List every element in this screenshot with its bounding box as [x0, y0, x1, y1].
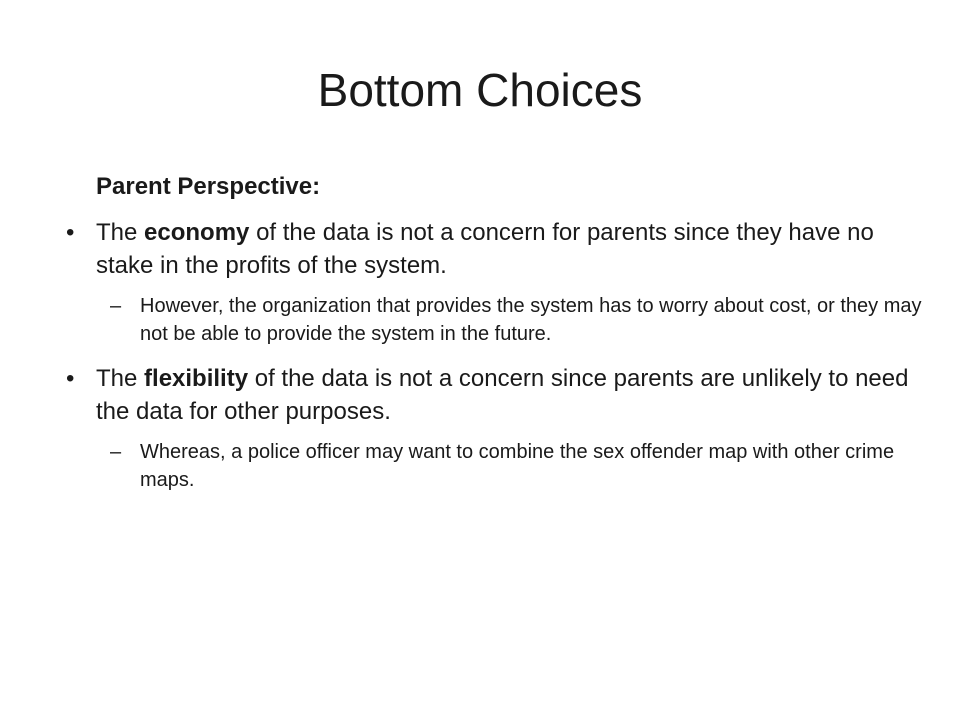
- slide-content: [66, 172, 926, 494]
- dash-marker: –: [110, 441, 122, 463]
- bullet-item: [66, 362, 926, 494]
- bullet-lead: The: [96, 365, 145, 392]
- sub-bullet-text: However, the organization that provides the system has to worry about cost, or they may not be able to provide the system in the future.: [140, 295, 922, 345]
- slide-title: Bottom Choices: [317, 64, 643, 116]
- bullet-text: [96, 365, 908, 425]
- sub-list: [96, 438, 926, 494]
- sub-list: [96, 292, 926, 348]
- bullet-marker: •: [66, 219, 75, 246]
- bullet-text: [96, 219, 874, 279]
- sub-bullet-text: Whereas, a police officer may want to combine the sex offender map with other crime maps.: [140, 441, 895, 491]
- bullet-item: [66, 216, 926, 348]
- bullet-keyword: flexibility: [144, 365, 249, 392]
- dash-marker: –: [110, 295, 122, 317]
- bullet-marker: •: [66, 365, 75, 392]
- subheading: Parent Perspective:: [96, 173, 321, 200]
- sub-bullet-item: [110, 438, 926, 494]
- bullet-rest: of the data is not a concern for parents since they have no stake in the profits of the system.: [96, 219, 874, 279]
- bullet-rest: of the data is not a concern since parents are unlikely to need the data for other purposes.: [96, 365, 909, 425]
- bullet-lead: The: [96, 219, 145, 246]
- sub-bullet-item: [110, 292, 926, 348]
- bullet-keyword: economy: [144, 219, 250, 246]
